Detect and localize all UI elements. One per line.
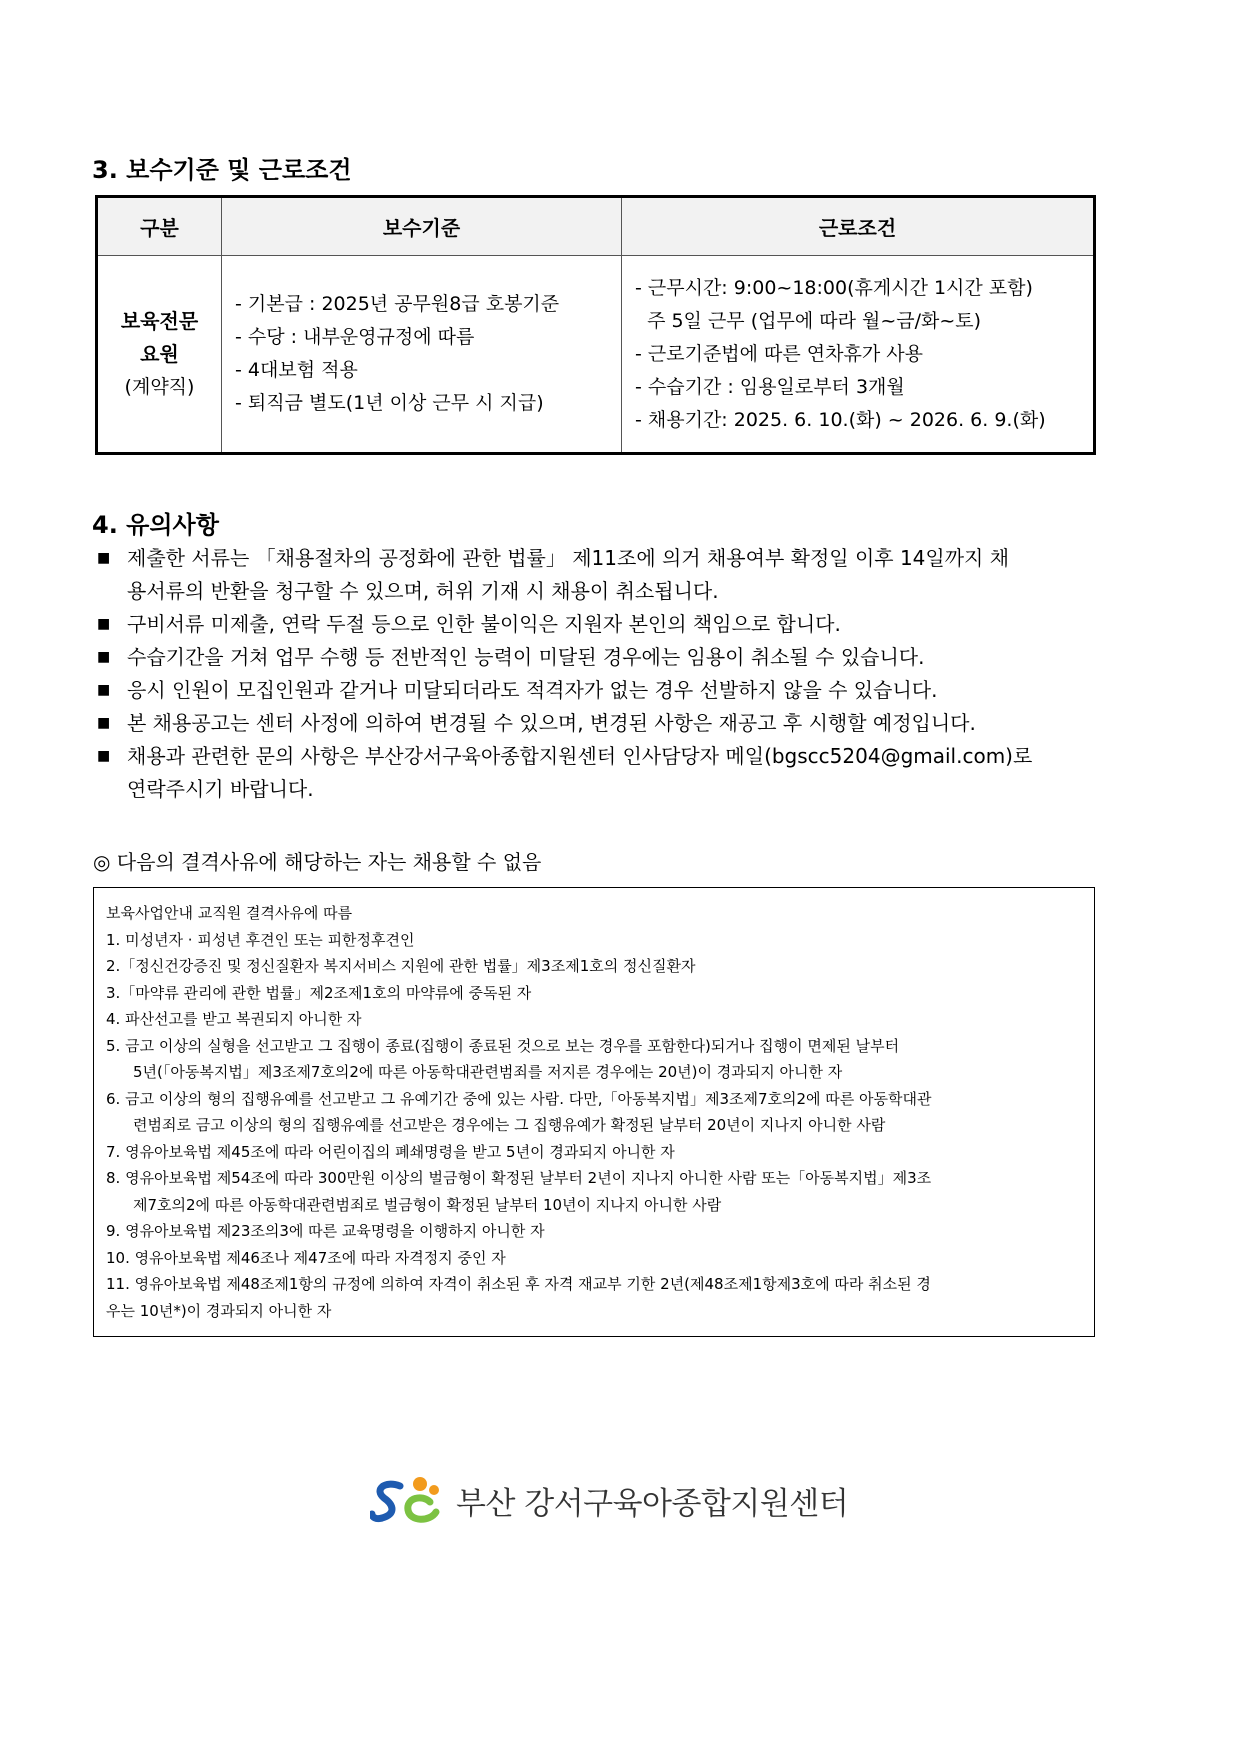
disq-line: 11. 영유아보육법 제48조제1항의 규정에 의하여 자격이 취소된 후 자격 재교부 기한 2년(제48조제1항제3호에 따라 취소된 경 [106, 1275, 931, 1293]
header-conditions: 근로조건 [622, 197, 1095, 256]
notice-line: 수습기간을 거쳐 업무 수행 등 전반적인 능력이 미달된 경우에는 임용이 취소될 수 있습니다. [127, 645, 925, 669]
condition-item: 주 5일 근무 (업무에 따라 월~금/화~토) [635, 309, 982, 332]
bullet-square-icon: ■ [97, 616, 111, 632]
list-item [95, 542, 1105, 608]
disq-line: 5. 금고 이상의 실형을 선고받고 그 집행이 종료(집행이 종료된 것으로 보는 경우를 포함한다)되거나 집행이 면제된 날부터 [106, 1036, 900, 1055]
notice-line: 응시 인원이 모집인원과 같거나 미달되더라도 적격자가 없는 경우 선발하지 않을 수 있습니다. [127, 678, 938, 702]
conditions-list [623, 272, 1092, 437]
pay-item: - 4대보험 적용 [235, 359, 358, 381]
disq-line: 우는 10년*)이 경과되지 아니한 자 [106, 1301, 332, 1320]
bullet-square-icon: ■ [97, 550, 111, 566]
condition-item: - 수습기간 : 임용일로부터 3개월 [635, 375, 905, 398]
pay-list [223, 288, 620, 420]
disq-line: 4. 파산선고를 받고 복권되지 아니한 자 [106, 1010, 362, 1028]
footer-logo [370, 1470, 848, 1530]
notice-line: 제출한 서류는 「채용절차의 공정화에 관한 법률」 제11조에 의거 채용여부 확정일 이후 14일까지 채 [127, 546, 1010, 570]
disq-line: 5년(「아동복지법」제3조제7호의2에 따른 아동학대관련범죄를 저지른 경우에는 20년)이 경과되지 아니한 자 [133, 1063, 843, 1081]
pay-item: - 수당 : 내부운영규정에 따름 [235, 326, 475, 348]
notice-line: 본 채용공고는 센터 사정에 의하여 변경될 수 있으며, 변경된 사항은 재공고 후 시행할 예정입니다. [127, 711, 976, 735]
disq-line: 9. 영유아보육법 제23조의3에 따른 교육명령을 이행하지 아니한 자 [106, 1222, 545, 1240]
disq-line: 8. 영유아보육법 제54조에 따라 300만원 이상의 벌금형이 확정된 날부터 2년이 지나지 아니한 사람 또는「아동복지법」제3조 [106, 1169, 932, 1187]
pay-cell [222, 256, 622, 454]
list-item [95, 641, 1105, 674]
condition-item: - 근로기준법에 따른 연차휴가 사용 [635, 342, 923, 365]
disq-line: 보육사업안내 교직원 결격사유에 따름 [106, 904, 353, 922]
disq-line: 6. 금고 이상의 형의 집행유예를 선고받고 그 유예기간 중에 있는 사람. 다만,「아동복지법」제3조제7호의2에 따른 아동학대관 [106, 1089, 932, 1108]
list-item [95, 740, 1105, 806]
disqualification-heading: ◎ 다음의 결격사유에 해당하는 자는 채용할 수 없음 [93, 850, 542, 874]
pay-item: - 기본급 : 2025년 공무원8급 호봉기준 [235, 293, 560, 315]
center-logo-icon [370, 1472, 448, 1528]
disq-line: 련범죄로 금고 이상의 형의 집행유예를 선고받은 경우에는 그 집행유예가 확정된 날부터 20년이 지나지 아니한 사람 [133, 1116, 886, 1134]
center-name: 부산 강서구육아종합지원센터 [456, 1485, 849, 1522]
disq-line: 제7호의2에 따른 아동학대관련범죄로 벌금형이 확정된 날부터 10년이 지나지 아니한 사람 [133, 1195, 722, 1214]
section3-title: 3. 보수기준 및 근로조건 [92, 156, 352, 184]
header-category: 구분 [97, 197, 222, 256]
category-main-2: 요원 [140, 341, 179, 366]
pay-conditions-table [95, 195, 1096, 455]
table-header-row [97, 197, 1095, 256]
header-pay: 보수기준 [222, 197, 622, 256]
disq-line: 2.「정신건강증진 및 정신질환자 복지서비스 지원에 관한 법률」제3조제1호의 정신질환자 [106, 957, 696, 975]
condition-item: - 채용기간: 2025. 6. 10.(화) ~ 2026. 6. 9.(화) [635, 408, 1046, 431]
notice-list [95, 542, 1105, 806]
table-row [97, 256, 1095, 454]
bullet-square-icon: ■ [97, 715, 111, 731]
list-item [95, 674, 1105, 707]
condition-item: - 근무시간: 9:00~18:00(휴게시간 1시간 포함) [635, 276, 1033, 299]
disqualification-box [93, 887, 1095, 1337]
category-main-1: 보육전문 [120, 308, 199, 333]
disq-line: 3.「마약류 관리에 관한 법률」제2조제1호의 마약류에 중독된 자 [106, 983, 532, 1002]
list-item [95, 608, 1105, 641]
conditions-cell [622, 256, 1095, 454]
notice-line: 구비서류 미제출, 연락 두절 등으로 인한 불이익은 지원자 본인의 책임으로 합니다. [127, 612, 841, 636]
disq-line: 7. 영유아보육법 제45조에 따라 어린이집의 폐쇄명령을 받고 5년이 경과되지 아니한 자 [106, 1142, 675, 1161]
bullet-square-icon: ■ [97, 649, 111, 665]
pay-item: - 퇴직금 별도(1년 이상 근무 시 지급) [235, 392, 544, 414]
notice-line: 용서류의 반환을 청구할 수 있으며, 허위 기재 시 채용이 취소됩니다. [127, 579, 719, 603]
category-sub: (계약직) [124, 375, 195, 398]
category-cell [97, 256, 222, 454]
list-item [95, 707, 1105, 740]
section4-title: 4. 유의사항 [92, 511, 219, 539]
bullet-square-icon: ■ [97, 682, 111, 698]
disq-line: 1. 미성년자 · 피성년 후견인 또는 피한정후견인 [106, 930, 415, 949]
notice-line: 채용과 관련한 문의 사항은 부산강서구육아종합지원센터 인사담당자 메일(bgscc5204@gmail.com)로 [127, 744, 1033, 768]
disq-line: 10. 영유아보육법 제46조나 제47조에 따라 자격정지 중인 자 [106, 1248, 506, 1267]
bullet-square-icon: ■ [97, 748, 111, 764]
notice-line: 연락주시기 바랍니다. [127, 777, 314, 801]
